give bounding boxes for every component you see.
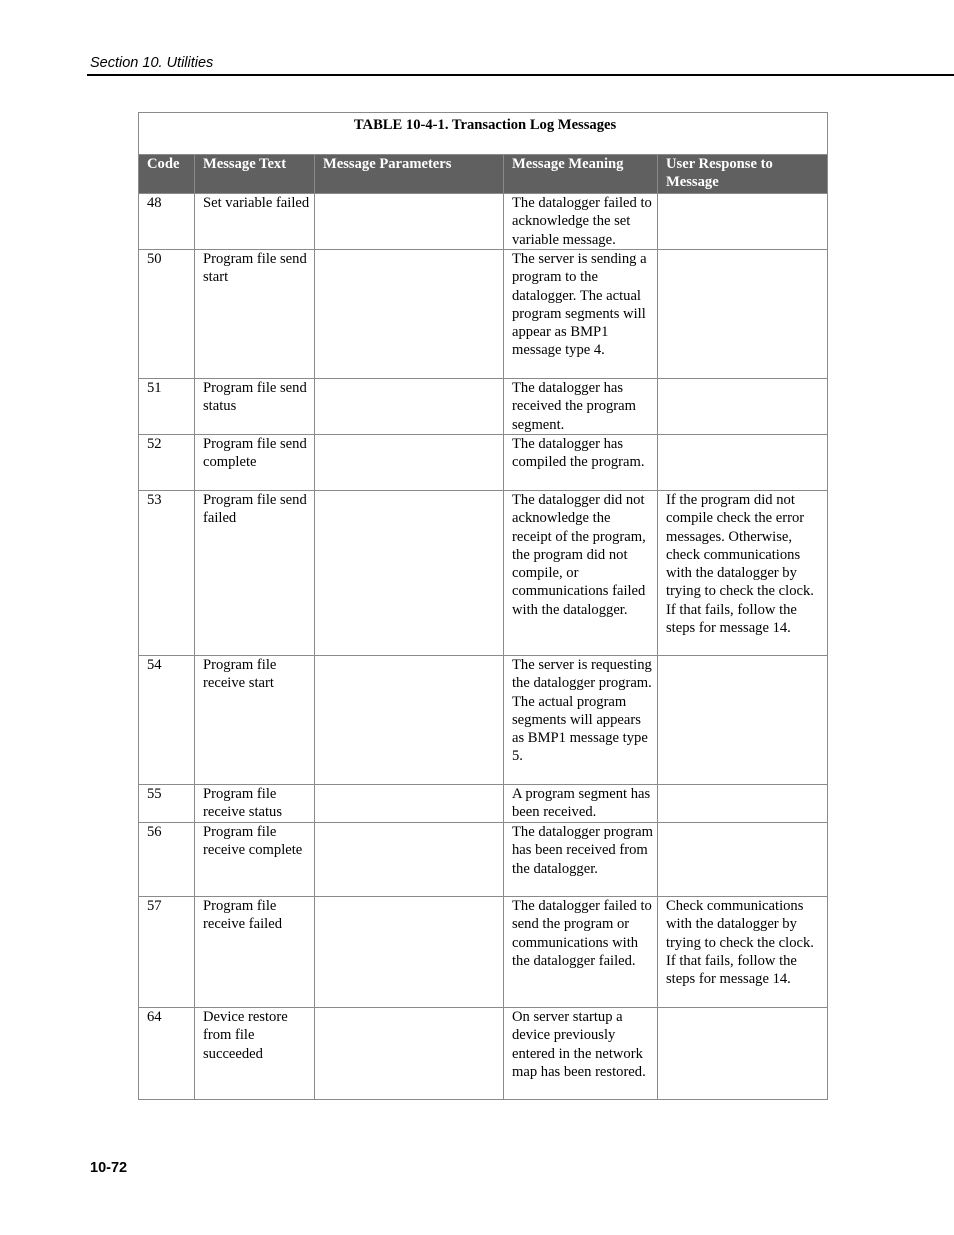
cell-message-meaning: The datalogger did not acknowledge the receipt of the program, the program did not compile, or communications failed with the datalogger. [504,491,658,656]
header-message-meaning: Message Meaning [504,155,658,194]
cell-user-response [658,823,828,897]
cell-code: 50 [139,250,195,379]
table-header-row [139,155,828,194]
cell-message-meaning: On server startup a device previously entered in the network map has been restored. [504,1008,658,1100]
table-row [139,194,828,250]
cell-message-text: Program file receive failed [195,897,315,1008]
cell-message-parameters [315,491,504,656]
cell-code: 51 [139,379,195,435]
cell-user-response: If the program did not compile check the error messages. Otherwise, check communications with the datalogger by trying to check the clock. If that fails, follow the steps for message 14. [658,491,828,656]
cell-message-text: Program file receive complete [195,823,315,897]
cell-message-text: Program file send status [195,379,315,435]
header-message-parameters: Message Parameters [315,155,504,194]
cell-user-response: Check communications with the datalogger by trying to check the clock. If that fails, follow the steps for message 14. [658,897,828,1008]
header-code: Code [139,155,195,194]
header-rule [87,74,954,76]
cell-message-parameters [315,656,504,785]
cell-message-parameters [315,1008,504,1100]
table-row [139,897,828,1008]
cell-code: 64 [139,1008,195,1100]
cell-message-text: Program file receive start [195,656,315,785]
cell-message-parameters [315,250,504,379]
cell-message-parameters [315,435,504,491]
cell-user-response [658,1008,828,1100]
table-row [139,823,828,897]
cell-message-meaning: The server is requesting the datalogger program. The actual program segments will appears as BMP1 message type 5. [504,656,658,785]
header-user-response: User Response to Message [658,155,828,194]
cell-message-parameters [315,379,504,435]
table-row [139,785,828,823]
cell-message-text: Program file send failed [195,491,315,656]
cell-message-text: Program file send start [195,250,315,379]
cell-code: 48 [139,194,195,250]
cell-user-response [658,250,828,379]
running-head: Section 10. Utilities [90,55,214,71]
table-row [139,491,828,656]
cell-user-response [658,785,828,823]
cell-code: 54 [139,656,195,785]
cell-message-meaning: The server is sending a program to the datalogger. The actual program segments will appear as BMP1 message type 4. [504,250,658,379]
table-row [139,656,828,785]
cell-message-parameters [315,194,504,250]
table-row [139,1008,828,1100]
cell-message-text: Device restore from file succeeded [195,1008,315,1100]
table-caption: TABLE 10-4-1. Transaction Log Messages [139,113,828,155]
cell-message-meaning: The datalogger program has been received from the datalogger. [504,823,658,897]
cell-user-response [658,379,828,435]
cell-code: 55 [139,785,195,823]
cell-message-meaning: The datalogger failed to acknowledge the set variable message. [504,194,658,250]
cell-user-response [658,656,828,785]
cell-code: 52 [139,435,195,491]
cell-message-parameters [315,897,504,1008]
cell-code: 57 [139,897,195,1008]
cell-message-parameters [315,785,504,823]
cell-code: 53 [139,491,195,656]
cell-message-text: Set variable failed [195,194,315,250]
page-number: 10-72 [90,1160,128,1176]
cell-user-response [658,435,828,491]
cell-message-meaning: The datalogger failed to send the program or communications with the datalogger failed. [504,897,658,1008]
cell-message-text: Program file receive status [195,785,315,823]
table-row [139,435,828,491]
cell-message-meaning: A program segment has been received. [504,785,658,823]
table-row [139,250,828,379]
cell-message-meaning: The datalogger has received the program segment. [504,379,658,435]
transaction-log-table [138,112,828,1100]
table-row [139,379,828,435]
cell-message-parameters [315,823,504,897]
cell-message-meaning: The datalogger has compiled the program. [504,435,658,491]
cell-code: 56 [139,823,195,897]
cell-user-response [658,194,828,250]
cell-message-text: Program file send complete [195,435,315,491]
header-message-text: Message Text [195,155,315,194]
